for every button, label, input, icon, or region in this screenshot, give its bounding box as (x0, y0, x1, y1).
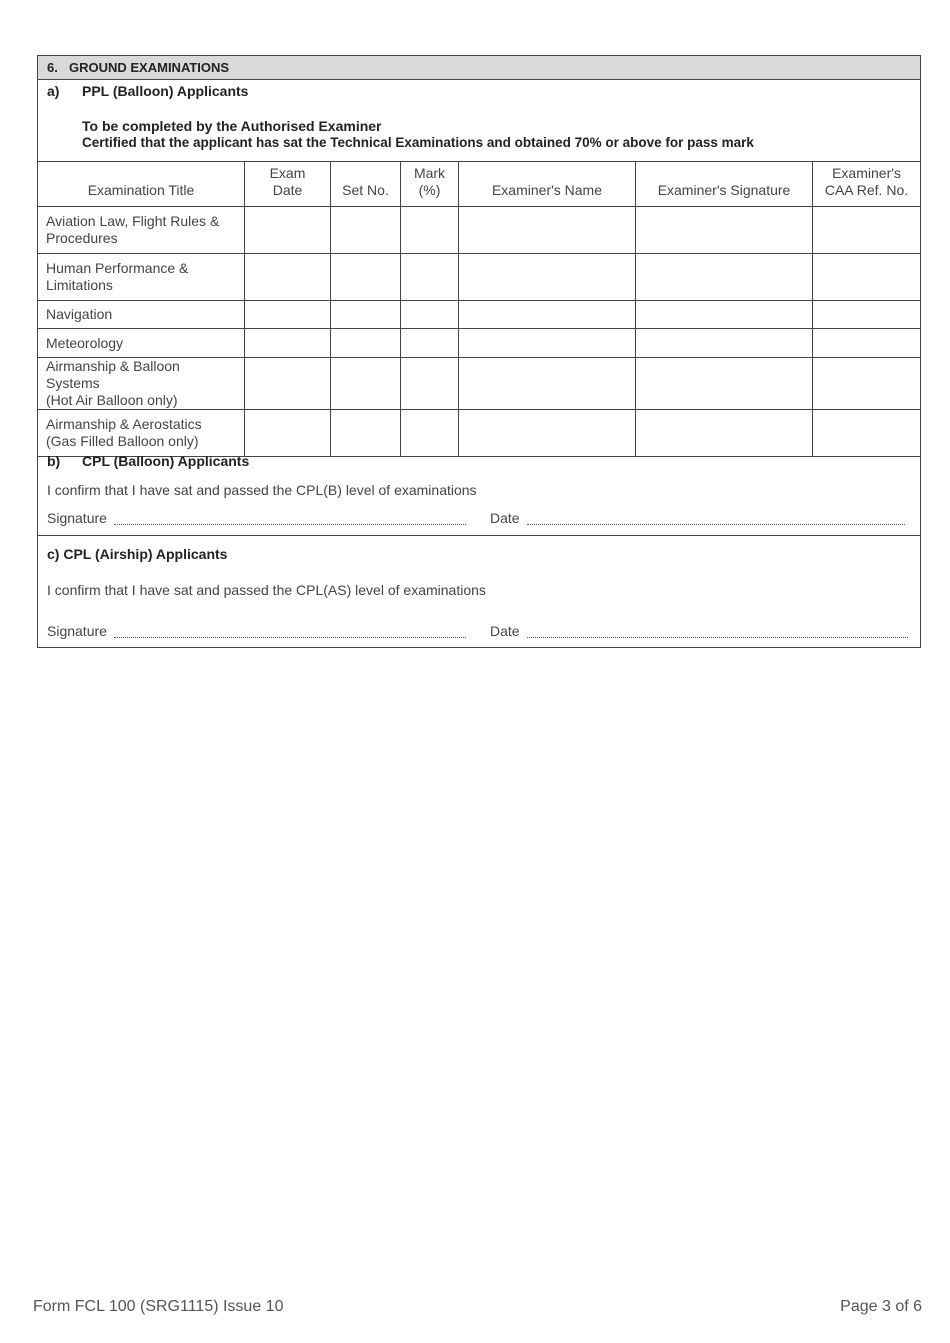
mark-cell[interactable] (401, 329, 459, 358)
exam-date-cell[interactable] (245, 329, 331, 358)
examiner-name-cell[interactable] (459, 301, 636, 329)
form-identifier: Form FCL 100 (SRG1115) Issue 10 (33, 1298, 284, 1315)
examiner-name-cell[interactable] (459, 329, 636, 358)
part-b-title: CPL (Balloon) Applicants (82, 453, 250, 469)
part-c-signature-label: Signature (47, 623, 107, 639)
exam-title: Airmanship & Aerostatics (Gas Filled Balloon only) (38, 410, 245, 457)
mark-cell[interactable] (401, 358, 459, 410)
mark-cell[interactable] (401, 301, 459, 329)
examiner-name-cell[interactable] (459, 207, 636, 254)
table-row (38, 358, 921, 410)
exam-title: Aviation Law, Flight Rules & Procedures (38, 207, 245, 254)
divider (38, 535, 920, 536)
set-no-cell[interactable] (331, 358, 401, 410)
exam-date-cell[interactable] (245, 301, 331, 329)
column-header: Set No. (331, 162, 401, 207)
examiner-signature-cell[interactable] (636, 410, 813, 457)
part-b-date-field[interactable] (527, 512, 905, 525)
examiner-signature-cell[interactable] (636, 254, 813, 301)
caa-ref-cell[interactable] (813, 207, 921, 254)
table-row (38, 207, 921, 254)
caa-ref-cell[interactable] (813, 329, 921, 358)
exam-date-cell[interactable] (245, 410, 331, 457)
section-number: 6. (47, 60, 58, 75)
examinations-table (37, 161, 921, 457)
part-c-title: c) CPL (Airship) Applicants (47, 546, 228, 562)
column-header: Exam Date (245, 162, 331, 207)
examiner-signature-cell[interactable] (636, 207, 813, 254)
set-no-cell[interactable] (331, 254, 401, 301)
mark-cell[interactable] (401, 207, 459, 254)
part-c-date-label: Date (490, 623, 520, 639)
mark-cell[interactable] (401, 410, 459, 457)
part-b-statement: I confirm that I have sat and passed the CPL(B) level of examinations (47, 482, 477, 498)
caa-ref-cell[interactable] (813, 358, 921, 410)
part-b-signature-label: Signature (47, 510, 107, 526)
part-a-label: a) (47, 83, 60, 99)
table-row (38, 254, 921, 301)
exam-title: Meteorology (38, 329, 245, 358)
column-header: Mark (%) (401, 162, 459, 207)
part-c-statement: I confirm that I have sat and passed the CPL(AS) level of examinations (47, 582, 486, 598)
set-no-cell[interactable] (331, 329, 401, 358)
mark-cell[interactable] (401, 254, 459, 301)
part-b-label: b) (47, 453, 61, 469)
column-header: Examination Title (38, 162, 245, 207)
ground-examinations-section (37, 55, 921, 648)
part-a-title: PPL (Balloon) Applicants (82, 83, 249, 99)
table-row (38, 301, 921, 329)
set-no-cell[interactable] (331, 207, 401, 254)
table-header-row (38, 162, 921, 207)
exam-title: Navigation (38, 301, 245, 329)
set-no-cell[interactable] (331, 301, 401, 329)
column-header: Examiner's Signature (636, 162, 813, 207)
exam-date-cell[interactable] (245, 254, 331, 301)
part-c-signature-field[interactable] (114, 625, 466, 638)
column-header: Examiner's CAA Ref. No. (813, 162, 921, 207)
page-number: Page 3 of 6 (840, 1298, 922, 1315)
exam-date-cell[interactable] (245, 207, 331, 254)
section-title: GROUND EXAMINATIONS (69, 60, 230, 75)
examiner-signature-cell[interactable] (636, 358, 813, 410)
examiner-name-cell[interactable] (459, 410, 636, 457)
examiner-name-cell[interactable] (459, 254, 636, 301)
part-b-signature-field[interactable] (114, 512, 466, 525)
exam-date-cell[interactable] (245, 358, 331, 410)
examiner-name-cell[interactable] (459, 358, 636, 410)
set-no-cell[interactable] (331, 410, 401, 457)
table-row (38, 410, 921, 457)
caa-ref-cell[interactable] (813, 410, 921, 457)
section-header (38, 56, 920, 80)
examiner-signature-cell[interactable] (636, 301, 813, 329)
caa-ref-cell[interactable] (813, 301, 921, 329)
examiner-signature-cell[interactable] (636, 329, 813, 358)
exam-title: Airmanship & Balloon Systems (Hot Air Balloon only) (38, 358, 245, 410)
certification-text: Certified that the applicant has sat the Technical Examinations and obtained 70% or above for pass mark (82, 135, 754, 150)
caa-ref-cell[interactable] (813, 254, 921, 301)
part-b-date-label: Date (490, 510, 520, 526)
part-c-date-field[interactable] (527, 625, 908, 638)
instruction: To be completed by the Authorised Examiner (82, 118, 382, 134)
column-header: Examiner's Name (459, 162, 636, 207)
table-row (38, 329, 921, 358)
exam-title: Human Performance & Limitations (38, 254, 245, 301)
